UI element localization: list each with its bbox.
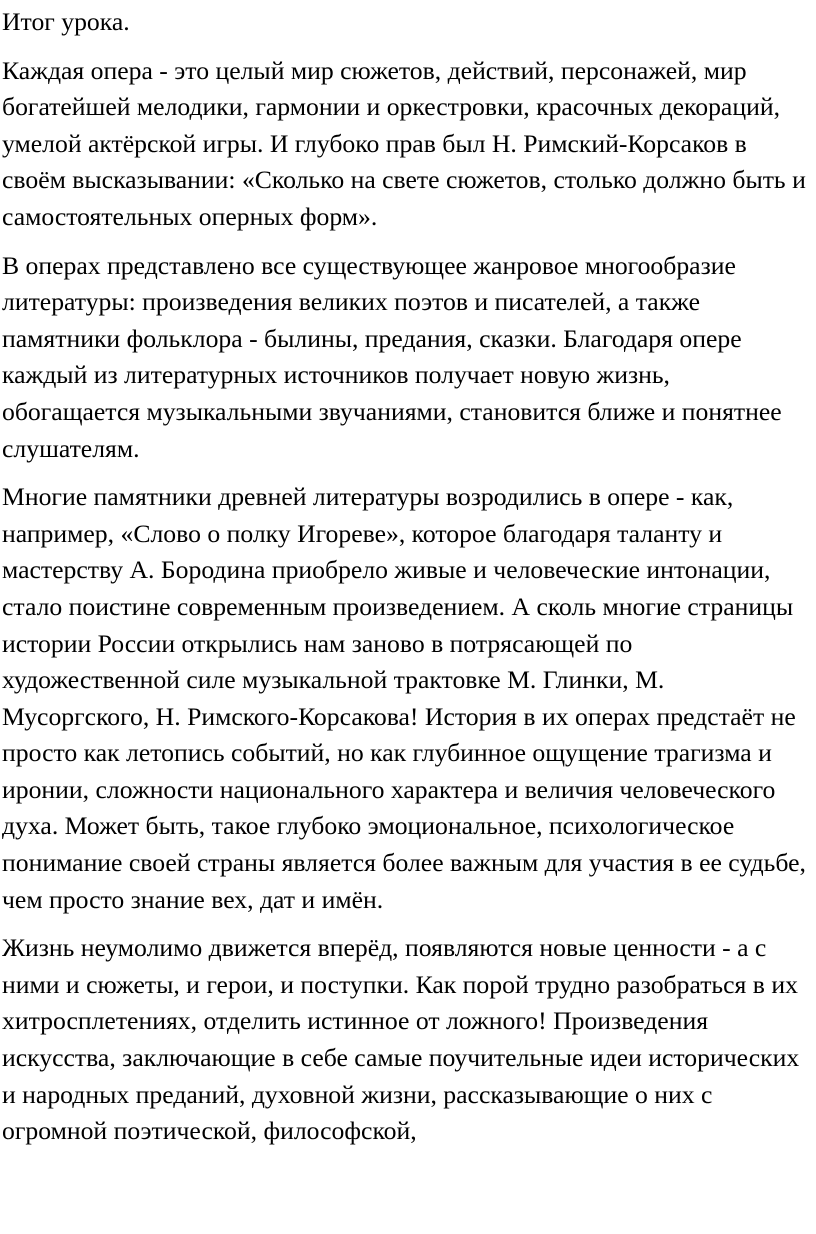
paragraph-ancient-literature: Многие памятники древней литературы возродились в опере - как, например, «Слово о полку Игореве», которое благодаря таланту и мастерству А. Бородина приобрело живые и человеческие интонации, стало поистине современным произведением. А сколь многие страницы истории России открылись нам заново в потрясающей по художественной силе музыкальной трактовке М. Глинки, М. Мусоргского, Н. Римского-Корсакова! История в их операх предстаёт не просто как летопись событий, но как глубинное ощущение трагизма и иронии, сложности национального характера и величия человеческого духа. Может быть, такое глубоко эмоциональное, психологическое понимание своей страны является более важным для участия в ее судьбе, чем просто знание вех, дат и имён. xyxy=(2,482,806,914)
paragraph-opera-world: Каждая опера - это целый мир сюжетов, действий, персонажей, мир богатейшей мелодики, гармонии и оркестровки, красочных декораций, умелой актёрской игры. И глубоко прав был Н. Римский-Корсаков в своём высказывании: «Сколько на свете сюжетов, столько должно быть и самостоятельных оперных форм». xyxy=(2,55,806,231)
paragraph-literature-genres: В операх представлено все существующее жанровое многообразие литературы: произведения великих поэтов и писателей, а также памятники фольклора - былины, предания, сказки. Благодаря опере каждый из литературных источников получает новую жизнь, обогащается музыкальными звучаниями, становится ближе и понятнее слушателям. xyxy=(2,250,782,463)
lesson-summary-heading: Итог урока. xyxy=(2,7,130,36)
paragraph-life-moves-forward: Жизнь неумолимо движется вперёд, появляются новые ценности - а с ними и сюжеты, и герои, и поступки. Как порой трудно разобраться в их хитросплетениях, отделить истинное от ложного! Произведения искусства, заключающие в себе самые поучительные идеи исторических и народных преданий, духовной жизни, рассказывающие о них с огромной поэтической, философской, xyxy=(2,933,800,1146)
